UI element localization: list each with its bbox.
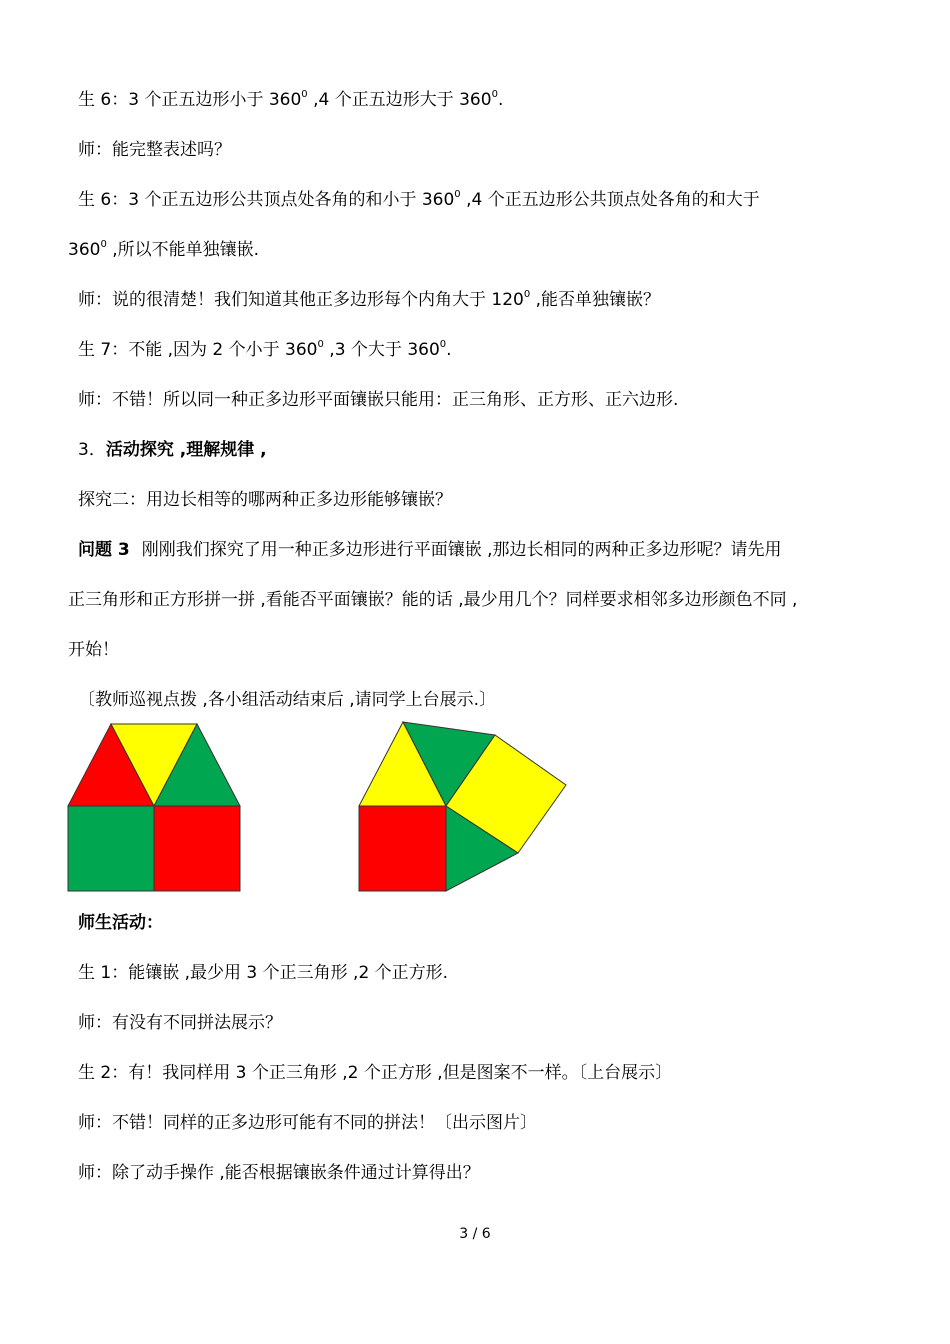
line-18: 师：不错！同样的正多边形可能有不同的拼法！〔出示图片〕 [78, 1113, 537, 1133]
red-square [359, 806, 446, 891]
section-heading [0, 438, 950, 462]
line-16: 师：有没有不同拼法展示？ [78, 1013, 282, 1033]
section-number: 3． [78, 440, 106, 460]
line-7: 师：不错！所以同一种正多边形平面镶嵌只能用：正三角形、正方形、正六边形. [78, 390, 679, 410]
tessellation-figure-2 [358, 720, 570, 896]
line-13: 〔教师巡视点拨 ,各小组活动结束后 ,请同学上台展示.〕 [78, 690, 497, 710]
line-11: 正三角形和正方形拼一拼 ,看能否平面镶嵌？能的话 ,最少用几个？同样要求相邻多边形颜色不同 , [68, 590, 798, 610]
green-square [68, 806, 154, 891]
line-17: 生 2：有！我同样用 3 个正三角形 ,2 个正方形 ,但是图案不一样。〔上台展示〕 [78, 1063, 673, 1083]
line-4: $360^0$ ,所以不能单独镶嵌. [68, 239, 260, 260]
line-15: 生 1：能镶嵌 ,最少用 3 个正三角形 ,2 个正方形. [78, 963, 449, 983]
line-12: 开始！ [68, 640, 119, 660]
line-19: 师：除了动手操作 ,能否根据镶嵌条件通过计算得出？ [78, 1163, 480, 1183]
line-5: 师：说的很清楚！我们知道其他正多边形每个内角大于 $120^0$ ,能否单独镶嵌？ [78, 289, 661, 310]
tessellation-figure-1 [67, 722, 243, 894]
line-1: 生 6：3 个正五边形小于 $360^0$ ,4 个正五边形大于 $360^0$. [78, 89, 504, 110]
line-3: 生 6：3 个正五边形公共顶点处各角的和小于 $360^0$ ,4 个正五边形公共顶点处各角的和大于 [78, 189, 760, 210]
page-number: 3 / 6 [459, 1226, 491, 1242]
red-square [154, 806, 240, 891]
question-3: 问题 3 刚刚我们探究了用一种正多边形进行平面镶嵌 ,那边长相同的两种正多边形呢？请先用 [78, 540, 782, 560]
line-2: 师：能完整表述吗？ [78, 140, 231, 160]
teacher-student-activity-heading: 师生活动： [78, 913, 163, 933]
section-title: 活动探究 ,理解规律 , [105, 440, 267, 460]
line-6: 生 7：不能 ,因为 2 个小于 $360^0$ ,3 个大于 $360^0$. [78, 339, 452, 360]
line-9: 探究二：用边长相等的哪两种正多边形能够镶嵌？ [78, 490, 452, 510]
question-label: 问题 3 [78, 540, 130, 560]
